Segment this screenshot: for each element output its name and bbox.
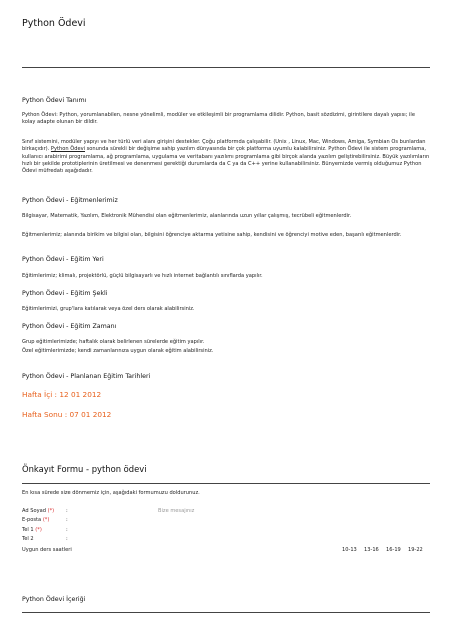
phone1-label bbox=[22, 527, 42, 533]
schedule-heading: Python Ödevi - Planlanan Eğitim Tarihleri bbox=[22, 373, 151, 380]
message-placeholder: Bize mesajınız bbox=[158, 508, 195, 514]
intro-paragraph-2-end: sonunda sürekli bir değişime sahip yazılım dünyasında bir çok platforma uyumlu kalabilirsiniz. Python Ödevi ile sistem programlama, kullanıcı arabirimi programlama, ağ programlama, uygulama ve veritabanı yazılımı programlama gibi birçok alanda yazılım geliştirebilirsiniz. Büyük yazılımların hızlı bir şekilde prototiplerinin üretilmesi ve denenmesi gerektiği durumlarda da C ya da C++ yerine kullanabilirsiniz. Bünyemizde vermiş olduğumuz Python Ödevi müfredatı aşağıdadır. bbox=[22, 146, 430, 175]
teachers-paragraph-2: Eğitmenlerimiz; alanında birikim ve bilgisi olan, bilgisini öğrenciye aktarma yetisine sahip, kendisini ve öğrenciyi motive eden, başarılı eğitmenlerdir. bbox=[22, 232, 402, 238]
hours-label: Uygun ders saatleri bbox=[22, 547, 72, 553]
weekend-date: Hafta Sonu : 07 01 2012 bbox=[22, 410, 112, 419]
hours-option-4[interactable]: 19-22 bbox=[408, 547, 423, 553]
name-required-mark: (*) bbox=[47, 508, 55, 514]
weekday-date: Hafta İçi : 12 01 2012 bbox=[22, 390, 102, 399]
name-input[interactable] bbox=[72, 506, 142, 515]
phone2-input[interactable] bbox=[72, 534, 142, 543]
name-label bbox=[22, 508, 54, 514]
intro-heading: Python Ödevi Tanımı bbox=[22, 97, 87, 104]
training-form-heading: Python Ödevi - Eğitim Şekli bbox=[22, 290, 108, 297]
phone1-input[interactable] bbox=[72, 525, 142, 534]
intro-paragraph-1: Python Ödevi: Python, yorumlanabilen, nesne yönelimli, modüler ve etkileşimli bir programlama dilidir. Python, basit sözdizimi, girintilere dayalı yapısı; ile kolay adapte olunan bir dildir. bbox=[22, 112, 415, 126]
header-divider bbox=[22, 67, 430, 68]
hours-option-2[interactable]: 13-16 bbox=[364, 547, 379, 553]
form-title: Önkayıt Formu - python ödevi bbox=[22, 464, 147, 474]
intro-paragraph-2-start: Sınıf sistemini, modüler yapıyı ve her türlü veri alanı girişini destekler. Çoğu platformda çalışabilir. (Unix , Linux, Mac, Windows, Amiga, Symbian Os bunlardan birkaçıdır). bbox=[22, 139, 426, 153]
name-colon: : bbox=[66, 508, 68, 514]
training-form-paragraph: Eğitimlerimizi, grup'lara katılarak veya özel ders olarak alabilirsiniz. bbox=[22, 306, 195, 312]
email-input[interactable] bbox=[72, 515, 142, 524]
phone2-colon: : bbox=[66, 536, 68, 542]
email-label bbox=[22, 517, 49, 523]
time-paragraph-2: Özel eğitimlerimizde; kendi zamanlarınıza uygun olarak eğitim alabilirsiniz. bbox=[22, 348, 214, 354]
message-textarea[interactable] bbox=[158, 506, 338, 544]
phone1-label-text: Tel 1 bbox=[22, 527, 34, 533]
email-required-mark: (*) bbox=[42, 517, 50, 523]
time-paragraph-1: Grup eğitimlerimizde; haftalık olarak belirlenen sürelerde eğitim yapılır. bbox=[22, 339, 205, 345]
phone1-required-mark: (*) bbox=[35, 527, 42, 533]
place-heading: Python Ödevi - Eğitim Yeri bbox=[22, 256, 104, 263]
time-heading: Python Ödevi - Eğitim Zamanı bbox=[22, 323, 117, 330]
name-label-text: Ad Soyad bbox=[22, 508, 46, 514]
teachers-paragraph-1: Bilgisayar, Matematik, Yazılım, Elektronik Mühendisi olan eğitmenlerimiz, alanlarında uzun yıllar çalışmış, tecrübeli eğitmenlerdir. bbox=[22, 213, 352, 219]
content-heading: Python Ödevi İçeriği bbox=[22, 596, 86, 603]
email-colon: : bbox=[66, 517, 68, 523]
email-label-text: E-posta bbox=[22, 517, 42, 523]
phone2-label: Tel 2 bbox=[22, 536, 34, 542]
footer-divider bbox=[22, 612, 430, 613]
page-title: Python Ödevi bbox=[22, 18, 86, 29]
phone1-colon: : bbox=[66, 527, 68, 533]
python-odevi-link[interactable]: Python Ödevi bbox=[50, 146, 86, 153]
teachers-heading: Python Ödevi - Eğitmenlerimiz bbox=[22, 197, 118, 204]
form-intro: En kısa sürede size dönmemiz için, aşağıdaki formumuzu doldurunuz. bbox=[22, 490, 200, 496]
form-divider bbox=[22, 483, 430, 484]
intro-paragraph-2 bbox=[22, 139, 430, 175]
place-paragraph: Eğitimlerimiz; klimalı, projektörlü, güçlü bilgisayarlı ve hızlı internet bağlantılı sınıflarda yapılır. bbox=[22, 273, 263, 279]
hours-option-3[interactable]: 16-19 bbox=[386, 547, 401, 553]
hours-option-1[interactable]: 10-13 bbox=[342, 547, 357, 553]
